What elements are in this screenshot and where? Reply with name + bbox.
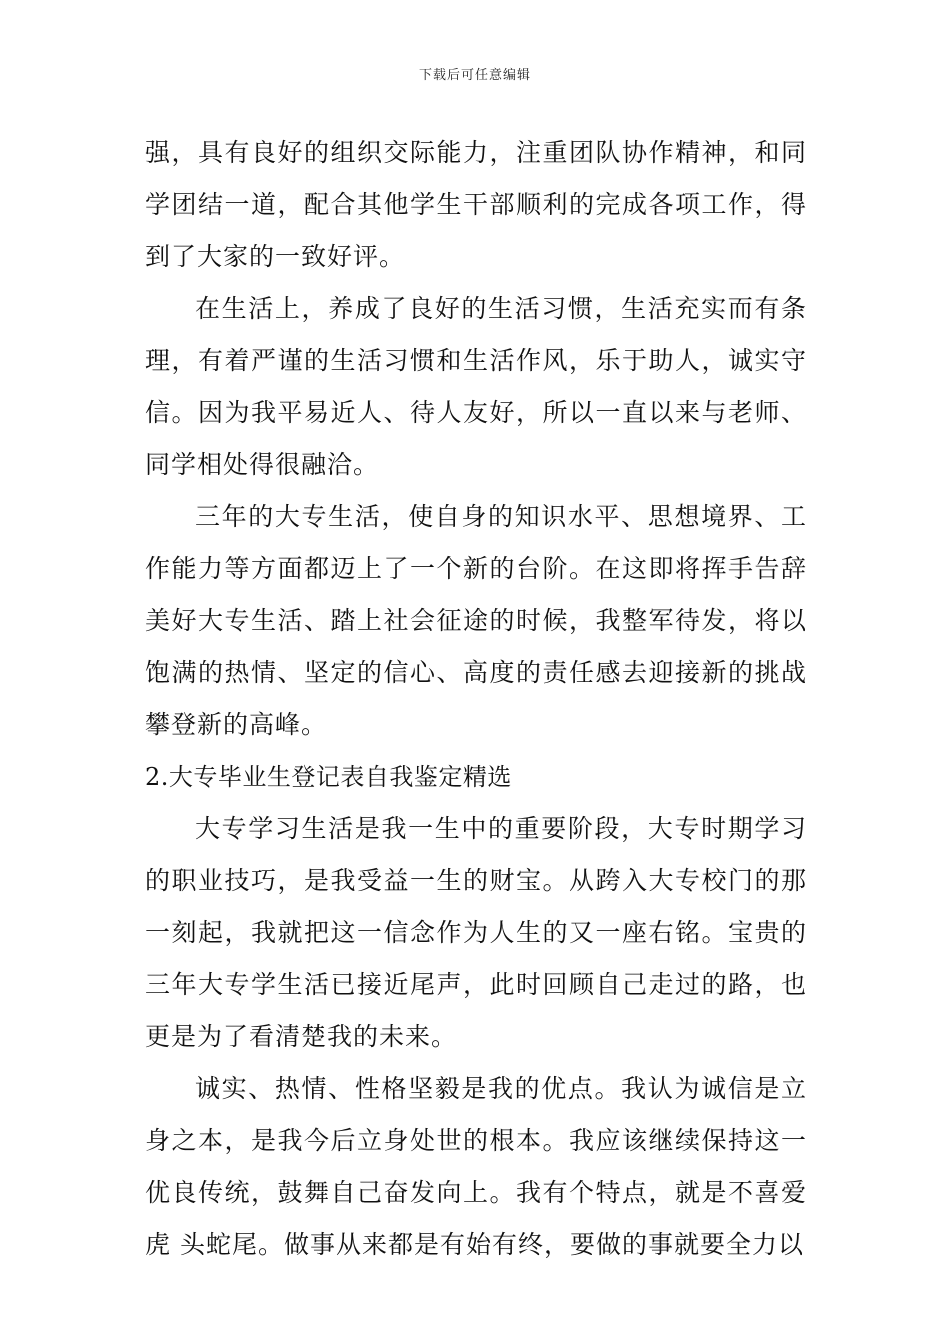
paragraph-continued: 强，具有良好的组织交际能力，注重团队协作精神，和同学团结一道，配合其他学生干部顺利的完成各项工作，得到了大家的一致好评。 [145,138,807,271]
paragraph-study-life: 大专学习生活是我一生中的重要阶段，大专时期学习的职业技巧，是我受益一生的财宝。从跨入大专校门的那一刻起，我就把这一信念作为人生的又一座右铭。宝贵的三年大专学生活已接近尾声，此时回顾自己走过的路，也更是为了看清楚我的未来。 [145,814,807,1051]
paragraph-three-years: 三年的大专生活，使自身的知识水平、思想境界、工作能力等方面都迈上了一个新的台阶。在这即将挥手告辞美好大专生活、踏上社会征途的时候，我整军待发，将以饱满的热情、坚定的信心、高度的责任感去迎接新的挑战攀登新的高峰。 [145,502,807,739]
paragraph-life: 在生活上，养成了良好的生活习惯，生活充实而有条理，有着严谨的生活习惯和生活作风，乐于助人，诚实守信。因为我平易近人、待人友好，所以一直以来与老师、同学相处得很融洽。 [145,294,807,479]
paragraph-honesty: 诚实、热情、性格坚毅是我的优点。我认为诚信是立身之本，是我今后立身处世的根本。我应该继续保持这一优良传统，鼓舞自己奋发向上。我有个特点，就是不喜爱虎 头蛇尾。做事从来都是有始有终，要做的事就要全力以 [145,1074,807,1259]
page-header-note: 下载后可任意编辑 [418,68,531,83]
section-heading-2: 2.大专毕业生登记表自我鉴定精选 [145,763,512,791]
document-body [145,127,807,1271]
